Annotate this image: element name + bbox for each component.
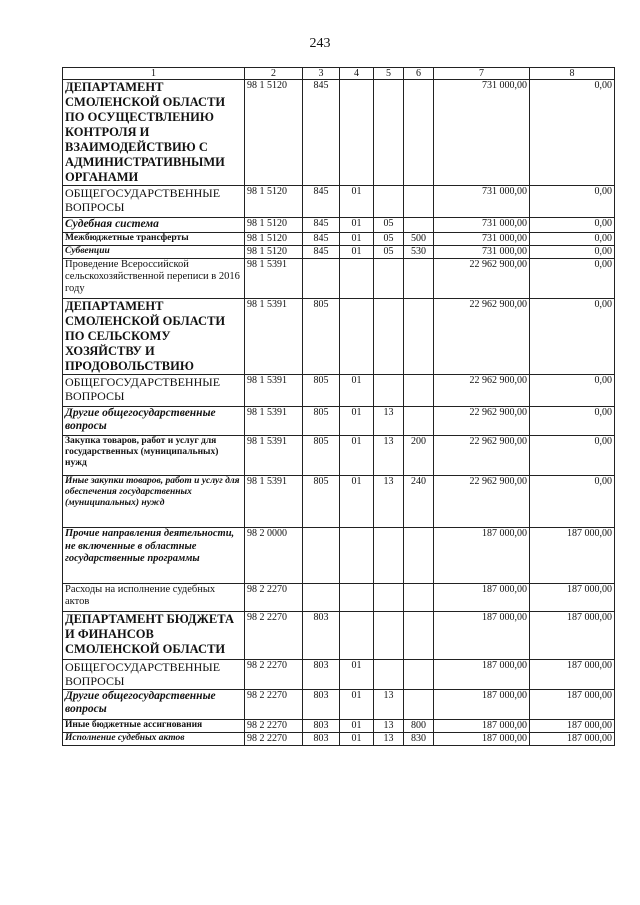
target-code-cell: 98 1 5120 <box>245 246 303 259</box>
section-code-cell: 01 <box>340 233 374 246</box>
expense-type-code-cell <box>404 528 434 584</box>
amount-execution-cell: 0,00 <box>530 246 615 259</box>
subsection-code-cell <box>374 528 404 584</box>
header-col-2: 2 <box>245 68 303 80</box>
amount-2016-cell: 731 000,00 <box>434 186 530 218</box>
amount-2016-cell: 731 000,00 <box>434 233 530 246</box>
header-col-6: 6 <box>404 68 434 80</box>
subsection-code-cell <box>374 612 404 660</box>
item-name-cell: ДЕПАРТАМЕНТ СМОЛЕНСКОЙ ОБЛАСТИ ПО ОСУЩЕСТВЛЕНИЮ КОНТРОЛЯ И ВЗАИМОДЕЙСТВИЮ С АДМИНИСТРАТИВНЫМИ ОРГАНАМИ <box>63 80 245 186</box>
target-code-cell: 98 2 2270 <box>245 733 303 746</box>
target-code-cell: 98 2 0000 <box>245 528 303 584</box>
ministry-code-cell: 803 <box>303 733 340 746</box>
subsection-code-cell: 05 <box>374 233 404 246</box>
expense-type-code-cell <box>404 407 434 436</box>
section-code-cell <box>340 584 374 612</box>
amount-2016-cell: 187 000,00 <box>434 528 530 584</box>
page-number: 243 <box>309 36 331 51</box>
expense-type-code-cell: 240 <box>404 476 434 528</box>
amount-execution-cell: 187 000,00 <box>530 612 615 660</box>
target-code-cell: 98 2 2270 <box>245 720 303 733</box>
table-row <box>63 476 615 528</box>
header-col-1: 1 <box>63 68 245 80</box>
section-code-cell <box>340 80 374 186</box>
ministry-code-cell: 805 <box>303 436 340 476</box>
expense-type-code-cell: 200 <box>404 436 434 476</box>
subsection-code-cell <box>374 186 404 218</box>
table-row <box>63 375 615 407</box>
ministry-code-cell <box>303 584 340 612</box>
table-row <box>63 186 615 218</box>
ministry-code-cell: 803 <box>303 612 340 660</box>
ministry-code-cell: 845 <box>303 80 340 186</box>
table-row <box>63 218 615 233</box>
section-code-cell: 01 <box>340 720 374 733</box>
table-row <box>63 690 615 720</box>
subsection-code-cell: 13 <box>374 690 404 720</box>
expense-type-code-cell <box>404 690 434 720</box>
expense-type-code-cell <box>404 299 434 375</box>
ministry-code-cell: 845 <box>303 233 340 246</box>
subsection-code-cell <box>374 259 404 299</box>
section-code-cell: 01 <box>340 690 374 720</box>
amount-execution-cell: 187 000,00 <box>530 584 615 612</box>
amount-2016-cell: 731 000,00 <box>434 218 530 233</box>
target-code-cell: 98 1 5120 <box>245 233 303 246</box>
target-code-cell: 98 2 2270 <box>245 612 303 660</box>
expense-type-code-cell: 800 <box>404 720 434 733</box>
header-row <box>63 68 615 80</box>
amount-execution-cell: 0,00 <box>530 476 615 528</box>
section-code-cell: 01 <box>340 246 374 259</box>
table-row <box>63 436 615 476</box>
target-code-cell: 98 1 5391 <box>245 476 303 528</box>
item-name-cell: Проведение Всероссийской сельскохозяйственной переписи в 2016 году <box>63 259 245 299</box>
item-name-cell: Иные бюджетные ассигнования <box>63 720 245 733</box>
amount-execution-cell: 187 000,00 <box>530 690 615 720</box>
expense-type-code-cell <box>404 375 434 407</box>
item-name-cell: ОБЩЕГОСУДАРСТВЕННЫЕ ВОПРОСЫ <box>63 375 245 407</box>
table-row <box>63 528 615 584</box>
amount-2016-cell: 187 000,00 <box>434 733 530 746</box>
section-code-cell: 01 <box>340 186 374 218</box>
amount-execution-cell: 0,00 <box>530 186 615 218</box>
amount-2016-cell: 187 000,00 <box>434 720 530 733</box>
ministry-code-cell: 805 <box>303 375 340 407</box>
amount-execution-cell: 0,00 <box>530 407 615 436</box>
table-row <box>63 660 615 690</box>
amount-execution-cell: 0,00 <box>530 375 615 407</box>
amount-2016-cell: 22 962 900,00 <box>434 299 530 375</box>
item-name-cell: Другие общегосударственные вопросы <box>63 407 245 436</box>
ministry-code-cell: 845 <box>303 246 340 259</box>
expense-type-code-cell: 530 <box>404 246 434 259</box>
target-code-cell: 98 1 5391 <box>245 375 303 407</box>
amount-execution-cell: 0,00 <box>530 218 615 233</box>
ministry-code-cell: 805 <box>303 299 340 375</box>
section-code-cell <box>340 612 374 660</box>
header-col-8: 8 <box>530 68 615 80</box>
item-name-cell: ОБЩЕГОСУДАРСТВЕННЫЕ ВОПРОСЫ <box>63 660 245 690</box>
target-code-cell: 98 1 5391 <box>245 259 303 299</box>
target-code-cell: 98 1 5391 <box>245 407 303 436</box>
expense-type-code-cell <box>404 80 434 186</box>
amount-2016-cell: 22 962 900,00 <box>434 476 530 528</box>
amount-2016-cell: 187 000,00 <box>434 584 530 612</box>
ministry-code-cell: 845 <box>303 218 340 233</box>
header-col-5: 5 <box>374 68 404 80</box>
target-code-cell: 98 1 5391 <box>245 299 303 375</box>
target-code-cell: 98 1 5120 <box>245 218 303 233</box>
ministry-code-cell: 803 <box>303 660 340 690</box>
item-name-cell: ДЕПАРТАМЕНТ СМОЛЕНСКОЙ ОБЛАСТИ ПО СЕЛЬСКОМУ ХОЗЯЙСТВУ И ПРОДОВОЛЬСТВИЮ <box>63 299 245 375</box>
amount-2016-cell: 22 962 900,00 <box>434 407 530 436</box>
ministry-code-cell: 803 <box>303 720 340 733</box>
item-name-cell: Межбюджетные трансферты <box>63 233 245 246</box>
amount-execution-cell: 187 000,00 <box>530 720 615 733</box>
ministry-code-cell: 845 <box>303 186 340 218</box>
subsection-code-cell <box>374 299 404 375</box>
table-row <box>63 407 615 436</box>
expense-type-code-cell: 830 <box>404 733 434 746</box>
section-code-cell <box>340 528 374 584</box>
target-code-cell: 98 2 2270 <box>245 660 303 690</box>
ministry-code-cell: 805 <box>303 476 340 528</box>
header-col-7: 7 <box>434 68 530 80</box>
expense-type-code-cell <box>404 584 434 612</box>
amount-2016-cell: 187 000,00 <box>434 612 530 660</box>
section-code-cell: 01 <box>340 218 374 233</box>
amount-execution-cell: 187 000,00 <box>530 528 615 584</box>
section-code-cell: 01 <box>340 733 374 746</box>
item-name-cell: Субвенции <box>63 246 245 259</box>
amount-execution-cell: 0,00 <box>530 436 615 476</box>
section-code-cell: 01 <box>340 660 374 690</box>
item-name-cell: ДЕПАРТАМЕНТ БЮДЖЕТА И ФИНАНСОВ СМОЛЕНСКОЙ ОБЛАСТИ <box>63 612 245 660</box>
amount-execution-cell: 0,00 <box>530 259 615 299</box>
table-row <box>63 259 615 299</box>
amount-2016-cell: 731 000,00 <box>434 80 530 186</box>
table-row <box>63 246 615 259</box>
subsection-code-cell: 13 <box>374 436 404 476</box>
target-code-cell: 98 1 5120 <box>245 186 303 218</box>
item-name-cell: Другие общегосударственные вопросы <box>63 690 245 720</box>
section-code-cell: 01 <box>340 375 374 407</box>
expense-type-code-cell <box>404 612 434 660</box>
table-row <box>63 80 615 186</box>
item-name-cell: ОБЩЕГОСУДАРСТВЕННЫЕ ВОПРОСЫ <box>63 186 245 218</box>
amount-execution-cell: 187 000,00 <box>530 660 615 690</box>
table-row <box>63 233 615 246</box>
expense-type-code-cell <box>404 218 434 233</box>
amount-execution-cell: 0,00 <box>530 80 615 186</box>
header-col-3: 3 <box>303 68 340 80</box>
subsection-code-cell <box>374 375 404 407</box>
subsection-code-cell: 13 <box>374 720 404 733</box>
amount-2016-cell: 187 000,00 <box>434 690 530 720</box>
ministry-code-cell: 803 <box>303 690 340 720</box>
section-code-cell: 01 <box>340 407 374 436</box>
expense-type-code-cell <box>404 660 434 690</box>
item-name-cell: Расходы на исполнение судебных актов <box>63 584 245 612</box>
ministry-code-cell: 805 <box>303 407 340 436</box>
amount-2016-cell: 187 000,00 <box>434 660 530 690</box>
table-row <box>63 720 615 733</box>
expense-type-code-cell <box>404 186 434 218</box>
section-code-cell <box>340 259 374 299</box>
section-code-cell <box>340 299 374 375</box>
amount-execution-cell: 187 000,00 <box>530 733 615 746</box>
subsection-code-cell: 13 <box>374 407 404 436</box>
subsection-code-cell <box>374 80 404 186</box>
subsection-code-cell: 05 <box>374 246 404 259</box>
amount-2016-cell: 22 962 900,00 <box>434 436 530 476</box>
item-name-cell: Закупка товаров, работ и услуг для государственных (муниципальных) нужд <box>63 436 245 476</box>
header-col-4: 4 <box>340 68 374 80</box>
table-row <box>63 733 615 746</box>
subsection-code-cell: 13 <box>374 733 404 746</box>
budget-table <box>62 67 615 746</box>
amount-2016-cell: 731 000,00 <box>434 246 530 259</box>
amount-execution-cell: 0,00 <box>530 233 615 246</box>
item-name-cell: Прочие направления деятельности, не включенные в областные государственные программы <box>63 528 245 584</box>
item-name-cell: Иные закупки товаров, работ и услуг для обеспечения государственных (муниципальных) нужд <box>63 476 245 528</box>
item-name-cell: Судебная система <box>63 218 245 233</box>
amount-2016-cell: 22 962 900,00 <box>434 375 530 407</box>
subsection-code-cell: 13 <box>374 476 404 528</box>
expense-type-code-cell <box>404 259 434 299</box>
section-code-cell: 01 <box>340 436 374 476</box>
target-code-cell: 98 1 5391 <box>245 436 303 476</box>
table-row <box>63 612 615 660</box>
subsection-code-cell <box>374 584 404 612</box>
amount-execution-cell: 0,00 <box>530 299 615 375</box>
table-row <box>63 299 615 375</box>
expense-type-code-cell: 500 <box>404 233 434 246</box>
subsection-code-cell <box>374 660 404 690</box>
target-code-cell: 98 1 5120 <box>245 80 303 186</box>
amount-2016-cell: 22 962 900,00 <box>434 259 530 299</box>
ministry-code-cell <box>303 528 340 584</box>
item-name-cell: Исполнение судебных актов <box>63 733 245 746</box>
target-code-cell: 98 2 2270 <box>245 690 303 720</box>
section-code-cell: 01 <box>340 476 374 528</box>
table-row <box>63 584 615 612</box>
ministry-code-cell <box>303 259 340 299</box>
subsection-code-cell: 05 <box>374 218 404 233</box>
target-code-cell: 98 2 2270 <box>245 584 303 612</box>
